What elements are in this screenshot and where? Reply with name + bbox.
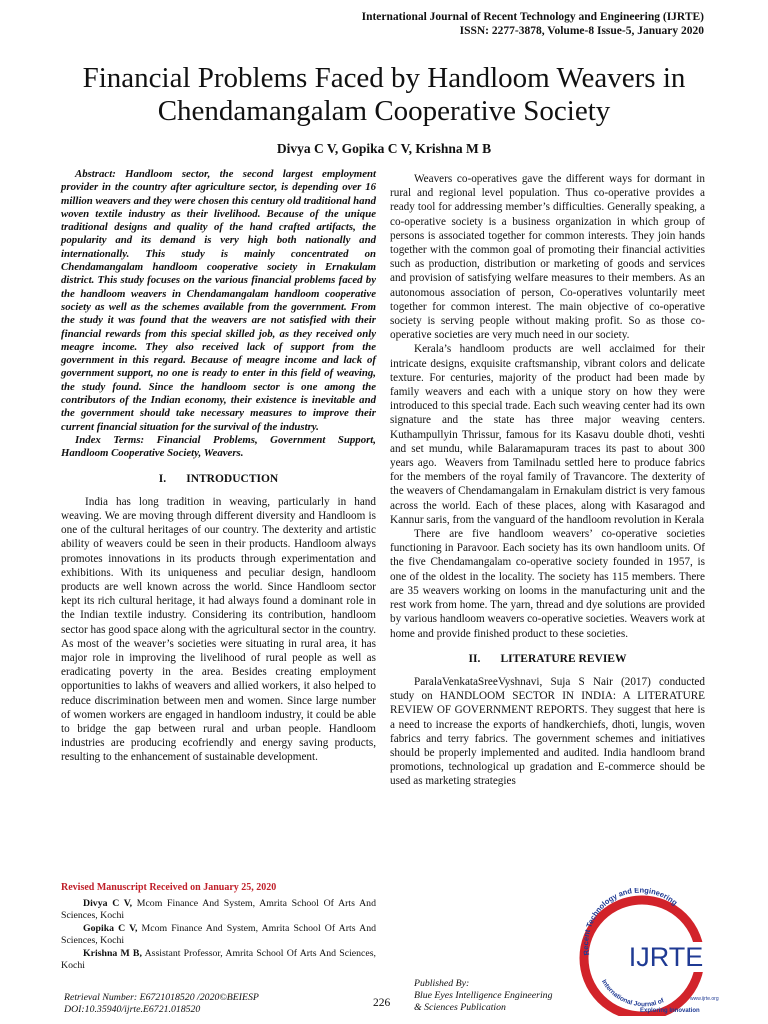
issn-line: ISSN: 2277-3878, Volume-8 Issue-5, January 2020 bbox=[459, 25, 704, 37]
introduction-heading: I. INTRODUCTION bbox=[158, 472, 279, 485]
logo-tagline: Exploring Innovation bbox=[640, 1008, 700, 1014]
doi: DOI:10.35940/ijrte.E6721.018520 bbox=[64, 1004, 201, 1015]
logo-url: www.ijrte.org bbox=[690, 996, 719, 1002]
logo-text: IJRTE bbox=[628, 942, 704, 972]
literature-heading: II. LITERATURE REVIEW bbox=[468, 652, 627, 665]
introduction-paragraph-1: India has long tradition in weaving, particularly in hand weaving. We are moving through different diversity and Handloom is one of the cultural heritages of our country. The dexterity and artistic ability of weavers could be seen in their products. Handloom always promotes innovations in its products through experimentation and exhibitions. With its uniqueness and peculiar design, handloom products are well known across the world. Since Handloom sector kept its rich cultural heritage, it had always found a dominant role in the Indian textile industry. Considering its contribution, handloom sector has good space along with the agricultural sector in the country. As most of the weaver’s societies were situating in rural area, it has major role in improving the livelihood of rural people as well as eradicating poverty in the area. Besides creating employment opportunities to lakhs of weavers and allied workers, it also helped to reduce discrimination between men and women. Since large number of women workers are engaged in handloom industry, it could be able to bridge the gap between rural and urban people. Handloom industries are producing ecofriendly and energy saving products, resulting to the enhancement of sustainable development. bbox=[61, 495, 376, 764]
page-number: 226 bbox=[373, 997, 391, 1009]
journal-name: International Journal of Recent Technology and Engineering (IJRTE) bbox=[361, 11, 704, 23]
publisher-line-2: & Sciences Publication bbox=[414, 1002, 506, 1013]
publisher-line-1: Blue Eyes Intelligence Engineering bbox=[414, 990, 553, 1001]
ijrte-logo bbox=[572, 888, 722, 1016]
retrieval-number: Retrieval Number: E6721018520 /2020©BEIESP bbox=[64, 992, 259, 1003]
author-detail-1: Mcom Finance And System, Amrita School Of Arts And Sciences, Kochi bbox=[61, 898, 376, 921]
author-detail-2: Mcom Finance And System, Amrita School Of Arts And Sciences, Kochi bbox=[61, 923, 376, 946]
journal-header bbox=[362, 10, 704, 38]
abstract-text: Abstract: Handloom sector, the second largest employment provider in the country after agriculture sector, is depending over 16 million weavers and they were chosen this century old traditional hand woven textile industry as their livelihood. Because of the unique traditional designs and quality of the hand crafted artifacts, the popularity and its demand is very high both nationally and internationally. This study is mainly concentrated on Chendamangalam handloom cooperative society in Ernakulam district. This study focuses on the various financial problems faced by the handloom weavers in Chendamangalam handloom cooperative society as well as the schemes available from the government. From the study it was found that the weavers are not satisfied with their financial rewards from this special skilled job, as they received only meagre income. They also received lack of support from the government in this regard. Because of meagre income and lack of government support, no one is ready to enter in this field of weaving, the study found. Since the handloom sector is one among the contributors of the Indian economy, their existence is inevitable and the government should take necessary measures to improve their current financial situation for the survival of the industry. bbox=[61, 168, 376, 433]
paper-authors: Divya C V, Gopika C V, Krishna M B bbox=[276, 141, 492, 156]
right-column bbox=[390, 172, 705, 789]
introduction-paragraph-2: Weavers co-operatives gave the different ways for dormant in rural and regional level population. Thus co-operative provides a ready tool for addressing member’s difficulties. Generally speaking, a co-operative society is a business organization in which group of persons is associated together for common interests. They join hands together with the common goal of promoting their financial activities such as production, distribution or marketing of goods and services and provision of satisfying welfare measures to their members. As an autonomous association of person, Co-operatives voluntarily meet together for common interest. The main objective of co-operative society is serving people without making profit. So as those co-operative societies are very much need in our society. bbox=[390, 173, 705, 342]
footer-publisher bbox=[414, 978, 552, 1014]
abstract-block bbox=[61, 168, 376, 461]
author-affiliation-1 bbox=[61, 898, 376, 922]
logo-arc-top: Recent Technology and Engineering bbox=[581, 888, 680, 957]
introduction-paragraph-4: There are five handloom weavers’ co-operative societies functioning in Paravoor. Each society has its own handloom units. Of the five Chendamangalam co-operative society founded in 1957, is one of the oldest in the locality. The society has 115 members. There are 35 weavers working on looms in the manufacturing unit and the rest work from home. The yarn, thread and dye solutions are provided by various handloom weavers co-operative societies. Weavers work at home and provide finished product to these societies. bbox=[390, 528, 705, 640]
footer-retrieval bbox=[64, 992, 259, 1016]
author-affiliation-3 bbox=[61, 948, 376, 972]
index-terms: Index Terms: Financial Problems, Government Support, Handloom Cooperative Society, Weavers. bbox=[61, 433, 376, 460]
paper-title: Financial Problems Faced by Handloom Weavers in Chendamangalam Cooperative Society bbox=[82, 62, 686, 127]
published-by: Published By: bbox=[414, 978, 470, 989]
author-name-2: Gopika C V, bbox=[83, 923, 138, 934]
revised-note: Revised Manuscript Received on January 25, 2020 bbox=[61, 882, 277, 893]
footnotes bbox=[61, 882, 376, 973]
logo-arc-bottom: International Journal of bbox=[599, 978, 666, 1009]
author-affiliation-2 bbox=[61, 923, 376, 947]
author-detail-3: Assistant Professor, Amrita School Of Arts And Sciences, Kochi bbox=[61, 948, 376, 971]
introduction-paragraph-3: Kerala’s handloom products are well acclaimed for their intricate designs, exquisite craftsmanship, vibrant colors and delicate texture. For centuries, majority of the product had been made by family weavers and each with a unique story on how they were introduced to this special trade. Each such weaving center had its own signature and the state has three major weaving centers. Kuthampullyin Thrissur, famous for its Kasavu double dhoti, veshti and set mundu, while Balaramapuram traces its past to about 300 years ago. Weavers from Tamilnadu settled here to produce fabrics for the members of the royal family of Travancore. The dexterity of the weavers of Chendamangalam in Ernakulam district is very famous across the world. Each of these places, along with Kasaragod and Kannur saris, from the vanguard of the handloom revolution in Kerala bbox=[390, 343, 705, 526]
left-column bbox=[61, 168, 376, 765]
author-name-3: Krishna M B, bbox=[83, 948, 142, 959]
literature-paragraph-1: ParalaVenkataSreeVyshnavi, Suja S Nair (2017) conducted study on HANDLOOM SECTOR IN INDIA: A LITERATURE REVIEW OF GOVERNMENT REPORTS. They suggest that here is a need to increase the exports of handkerchiefs, dhoti, lungis, woven fabrics and terry fabrics. The government schemes and initiatives should be properly implemented and audited. India handloom brand promotions, technological up gradation and E-commerce should be used as marketing strategies bbox=[390, 675, 705, 788]
author-name-1: Divya C V, bbox=[83, 898, 133, 909]
